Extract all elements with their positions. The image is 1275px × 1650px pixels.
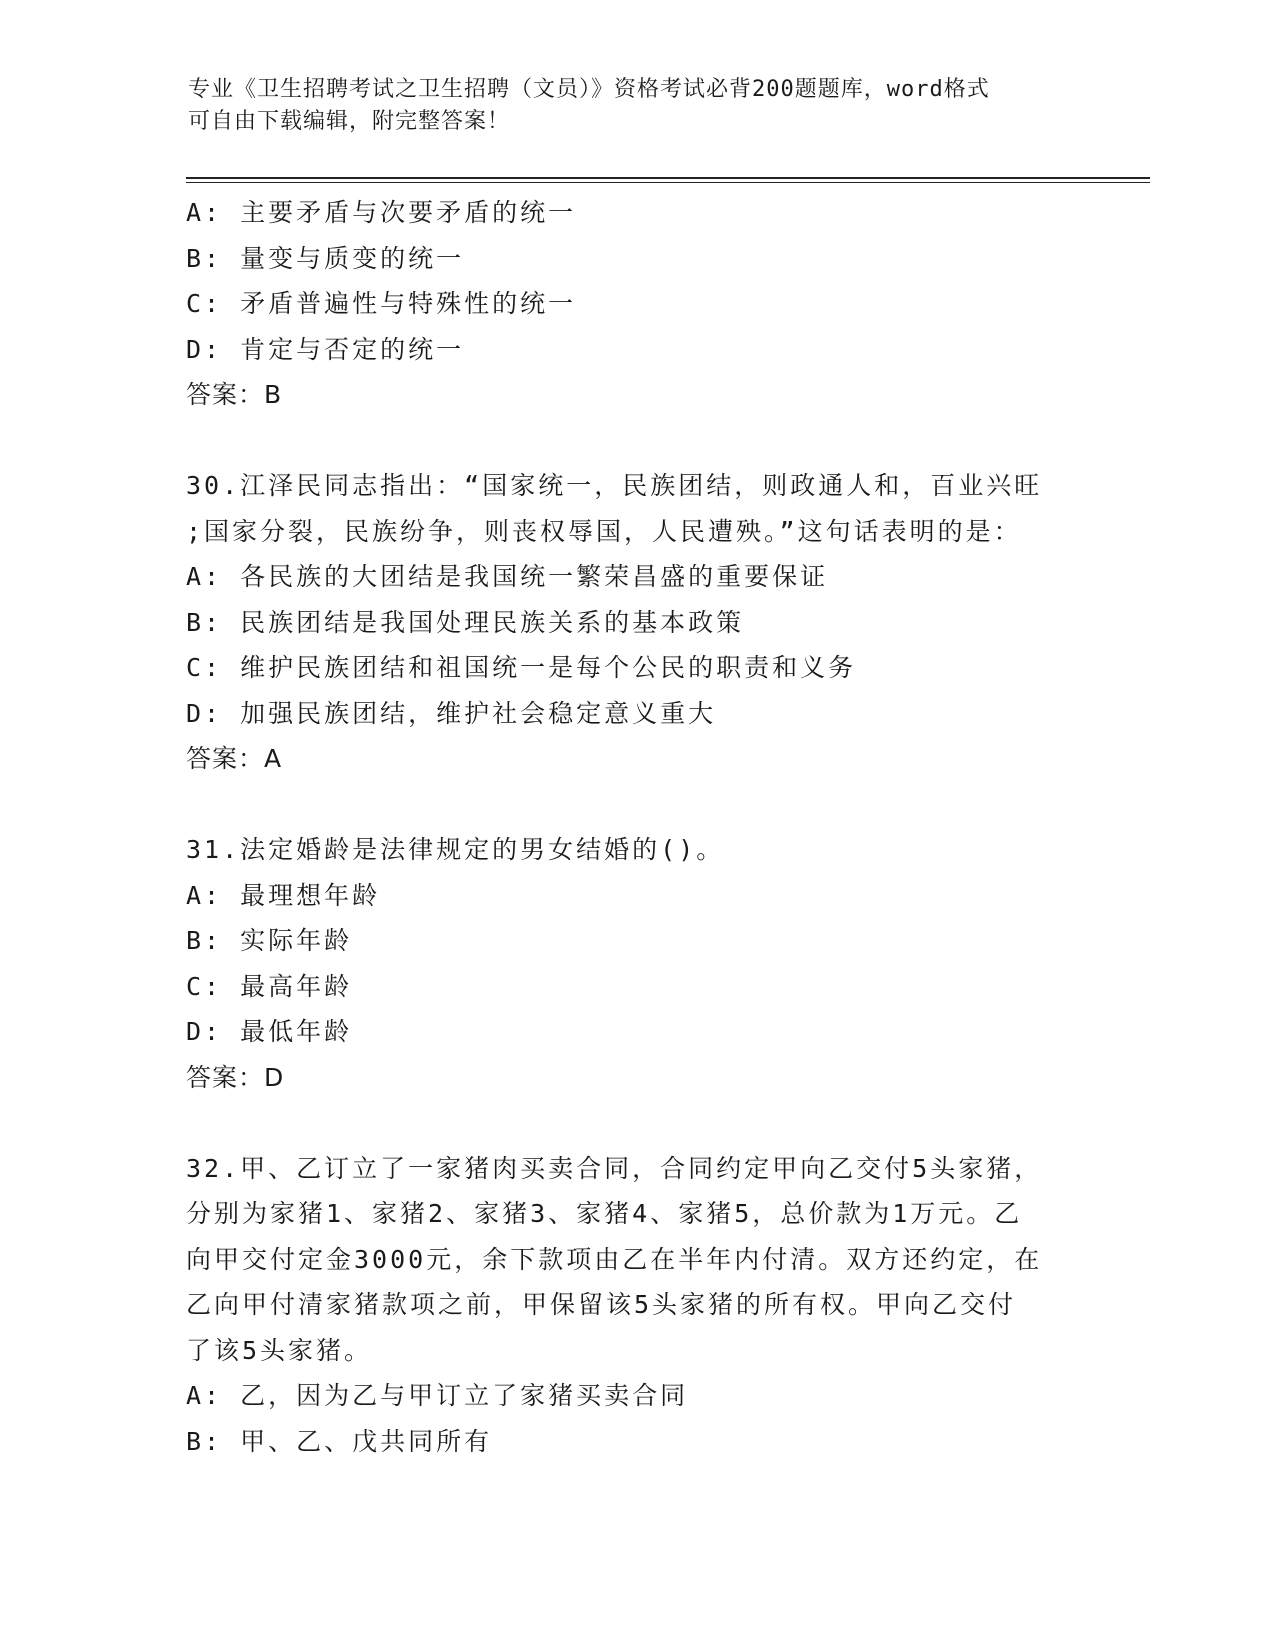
option-c: C: 矛盾普遍性与特殊性的统一 xyxy=(186,289,577,318)
question-stem: 31.法定婚龄是法律规定的男女结婚的()。 xyxy=(186,835,725,864)
spacer xyxy=(186,1100,1086,1146)
option-b: B: 量变与质变的统一 xyxy=(186,243,465,273)
option-d: D: 肯定与否定的统一 xyxy=(186,334,465,364)
header-divider xyxy=(186,177,1150,183)
header-line-2: 可自由下载编辑，附完整答案！ xyxy=(188,109,511,134)
option-d: D: 最低年龄 xyxy=(186,1017,353,1046)
option-a: A: 各民族的大团结是我国统一繁荣昌盛的重要保证 xyxy=(186,562,829,591)
question-30 xyxy=(186,463,1086,782)
document-header xyxy=(188,74,1088,138)
option-b: B: 实际年龄 xyxy=(186,926,353,955)
option-c: C: 维护民族团结和祖国统一是每个公民的职责和义务 xyxy=(186,653,857,682)
option-a: A: 最理想年龄 xyxy=(186,880,381,910)
question-stem: 30.江泽民同志指出：“国家统一，民族团结，则政通人和，百业兴旺 xyxy=(186,471,1043,500)
spacer xyxy=(186,782,1086,828)
spacer xyxy=(186,418,1086,464)
option-a: A: 乙，因为乙与甲订立了家猪买卖合同 xyxy=(186,1381,689,1410)
question-stem: ;国家分裂，民族纷争，则丧权辱国，人民遭殃。”这句话表明的是： xyxy=(186,516,1022,546)
answer: 答案：A xyxy=(186,744,283,773)
option-d: D: 加强民族团结，维护社会稳定意义重大 xyxy=(186,698,717,728)
option-c: C: 最高年龄 xyxy=(186,971,353,1001)
question-list xyxy=(186,190,1086,1464)
option-b: B: 甲、乙、戊共同所有 xyxy=(186,1426,493,1456)
option-a: A: 主要矛盾与次要矛盾的统一 xyxy=(186,198,577,227)
question-stem: 32.甲、乙订立了一家猪肉买卖合同，合同约定甲向乙交付5头家猪， xyxy=(186,1153,1043,1183)
option-b: B: 民族团结是我国处理民族关系的基本政策 xyxy=(186,607,745,637)
question-31 xyxy=(186,827,1086,1100)
question-stem: 了该5头家猪。 xyxy=(186,1335,373,1365)
answer: 答案：B xyxy=(186,380,283,409)
question-stem: 乙向甲付清家猪款项之前，甲保留该5头家猪的所有权。甲向乙交付 xyxy=(186,1290,1017,1319)
question-32 xyxy=(186,1146,1086,1465)
question-stem: 分别为家猪1、家猪2、家猪3、家猪4、家猪5，总价款为1万元。乙 xyxy=(186,1199,1023,1228)
answer: 答案：D xyxy=(186,1062,285,1092)
question-stem: 向甲交付定金3000元，余下款项由乙在半年内付清。双方还约定，在 xyxy=(186,1244,1043,1274)
question-29 xyxy=(186,190,1086,418)
header-line-1: 专业《卫生招聘考试之卫生招聘（文员）》资格考试必背200题题库，word格式 xyxy=(188,77,990,102)
